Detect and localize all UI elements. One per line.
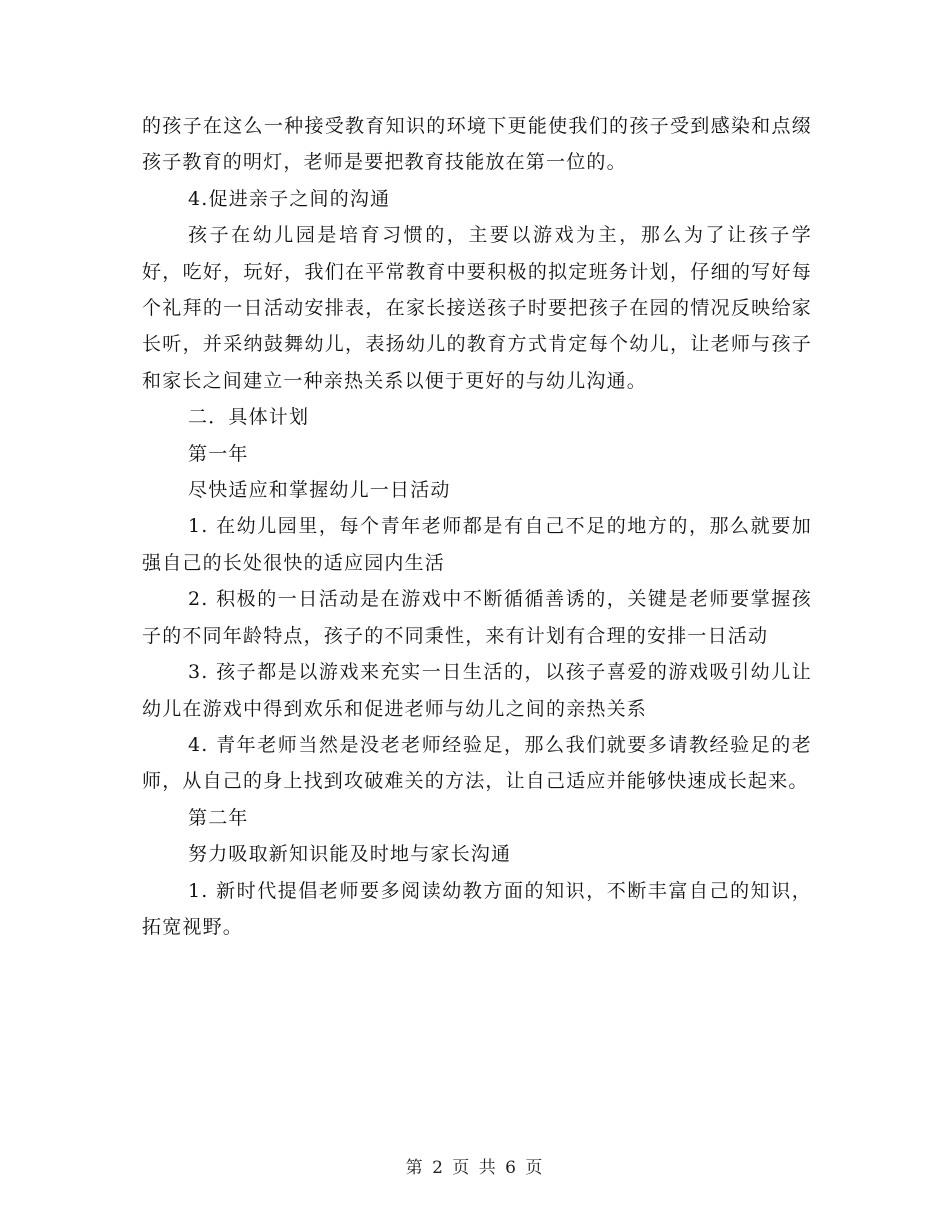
document-body [142,108,812,945]
year-2-goal: 努力吸取新知识能及时地与家长沟通 [188,843,512,866]
list-item: 4. 青年老师当然是没老老师经验足，那么我们就要多请教经验足的老师，从自己的身上找到攻破难关的方法，让自己适应并能够快速成长起来。 [142,733,812,793]
list-item: 2. 积极的一日活动是在游戏中不断循循善诱的，关键是老师要掌握孩子的不同年龄特点，孩子的不同秉性，来有计划有合理的安排一日活动 [142,588,812,647]
list-item: 3. 孩子都是以游戏来充实一日生活的，以孩子喜爱的游戏吸引幼儿让幼儿在游戏中得到欢乐和促进老师与幼儿之间的亲热关系 [142,661,812,720]
paragraph-1: 的孩子在这么一种接受教育知识的环境下更能使我们的孩子受到感染和点缀孩子教育的明灯，老师是要把教育技能放在第一位的。 [142,115,812,174]
paragraph-3: 孩子在幼儿园是培育习惯的，主要以游戏为主，那么为了让孩子学好，吃好，玩好，我们在平常教育中要积极的拟定班务计划，仔细的写好每个礼拜的一日活动安排表，在家长接送孩子时要把孩子在园的情况反映给家长听，并采纳鼓舞幼儿，表扬幼儿的教育方式肯定每个幼儿，让老师与孩子和家长之间建立一种亲热关系以便于更好的与幼儿沟通。 [142,224,812,392]
year-heading-1: 第一年 [188,442,249,465]
section-heading: 二．具体计划 [188,406,310,429]
year-1-goal: 尽快适应和掌握幼儿一日活动 [188,479,451,502]
list-item: 1. 在幼儿园里，每个青年老师都是有自己不足的地方的，那么就要加强自己的长处很快的适应园内生活 [142,515,812,574]
list-item: 1. 新时代提倡老师要多阅读幼教方面的知识，不断丰富自己的知识，拓宽视野。 [142,879,812,938]
page-number-footer: 第 2 页 共 6 页 [405,1158,545,1178]
year-heading-2: 第二年 [188,806,249,829]
paragraph-2: 4.促进亲子之间的沟通 [188,187,391,210]
